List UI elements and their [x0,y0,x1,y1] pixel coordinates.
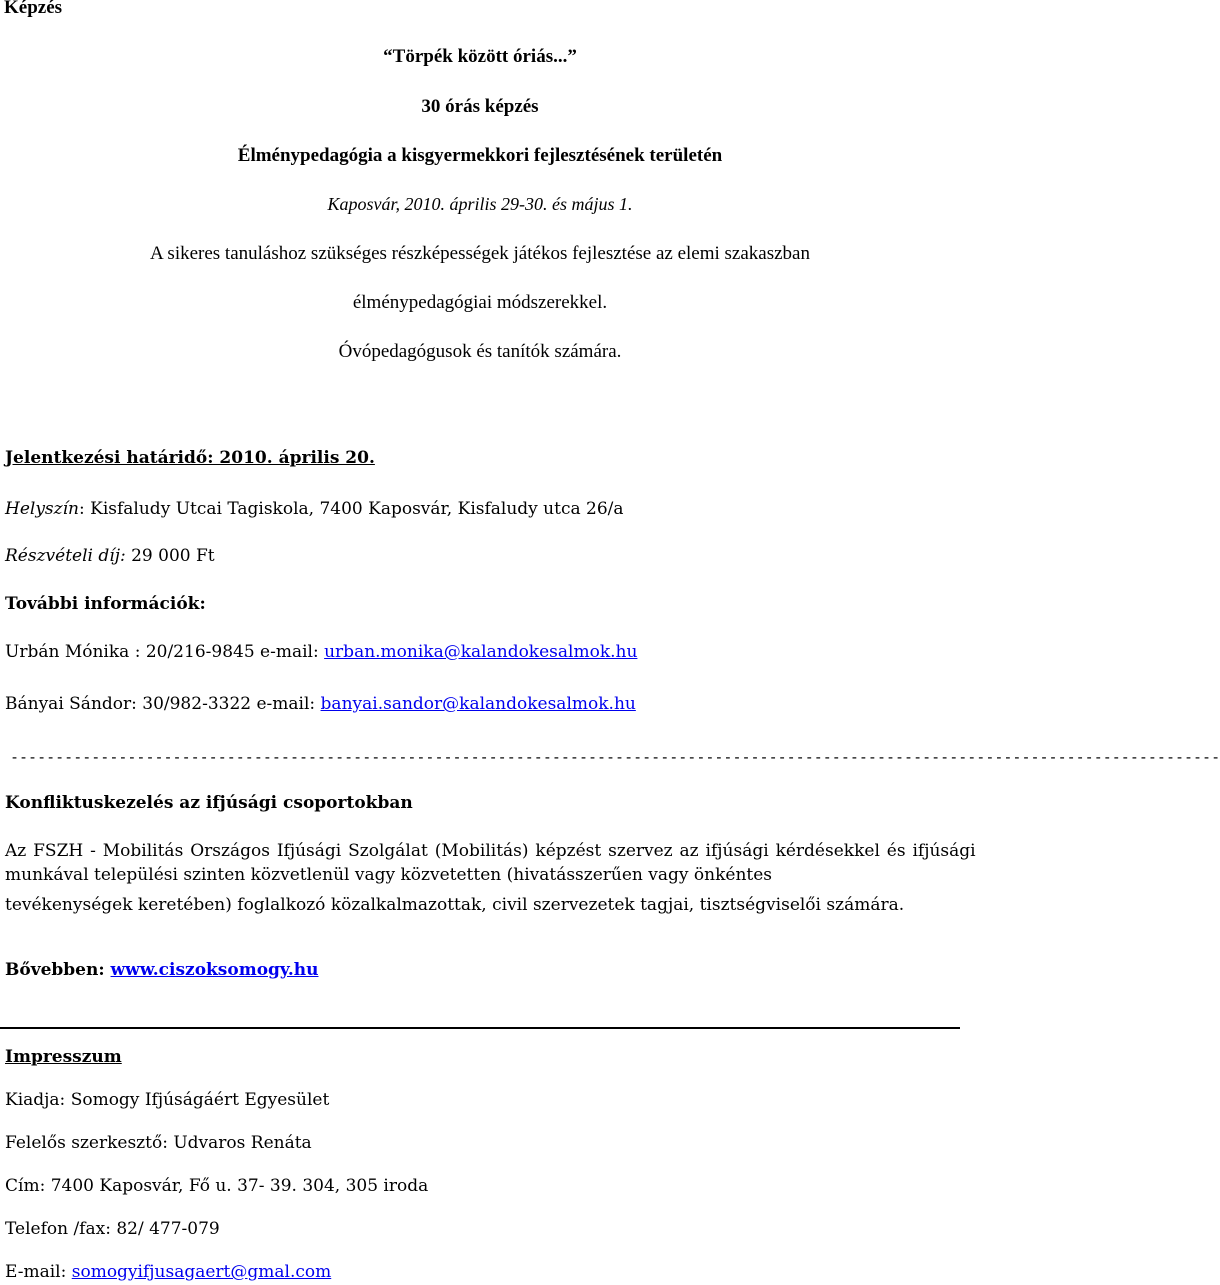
fee-value: 29 000 Ft [125,546,215,566]
impressum-phone: Telefon /fax: 82/ 477-079 [5,1219,220,1239]
training-date-place: Kaposvár, 2010. április 29-30. és május 1. [327,194,633,214]
fee-line [5,546,215,566]
venue-value: : Kisfaludy Utcai Tagiskola, 7400 Kaposvár, Kisfaludy utca 26/a [79,499,624,519]
venue-line [5,499,624,519]
impressum-editor: Felelős szerkesztő: Udvaros Renáta [5,1133,312,1153]
training-subtitle: Élménypedagógia a kisgyermekkori fejlesztésének területén [237,145,723,166]
more-info-heading: További információk: [5,594,206,614]
impressum-address: Cím: 7400 Kaposvár, Fő u. 37- 39. 304, 305 iroda [5,1176,429,1196]
impressum-publisher: Kiadja: Somogy Ifjúságáért Egyesület [5,1090,330,1110]
section-title: Képzés [4,0,63,18]
contact-line [5,642,637,662]
impressum-heading: Impresszum [5,1047,122,1067]
conflict-more-link[interactable]: www.ciszoksomogy.hu [110,960,319,980]
contact-email-link[interactable]: urban.monika@kalandokesalmok.hu [324,642,638,662]
impressum-email-label: E-mail: [5,1262,72,1282]
contact-email-link[interactable]: banyai.sandor@kalandokesalmok.hu [320,694,636,714]
contact-line [5,694,636,714]
contact-text: Bányai Sándor: 30/982-3322 e-mail: [5,694,321,714]
training-title: “Törpék között óriás...” [383,46,577,67]
contact-text: Urbán Mónika : 20/216-9845 e-mail: [5,642,325,662]
dashed-separator: -------------------------------------------------------------------------------------------------------------------------------------- [10,748,1220,766]
training-description-line1: A sikeres tanuláshoz szükséges részképességek játékos fejlesztése az elemi szakaszban [150,243,810,264]
conflict-more-label: Bővebben: [5,960,111,980]
application-deadline: Jelentkezési határidő: 2010. április 20. [5,448,375,468]
conflict-paragraph-line2: munkával települési szinten közvetlenül vagy közvetetten (hivatásszerűen vagy önkéntes [5,865,773,885]
conflict-heading: Konfliktuskezelés az ifjúsági csoportokban [5,793,413,813]
venue-label: Helyszín [5,499,79,519]
training-audience: Óvópedagógusok és tanítók számára. [338,341,622,362]
fee-label: Részvételi díj: [5,546,126,566]
conflict-paragraph-line1: Az FSZH - Mobilitás Országos Ifjúsági Szolgálat (Mobilitás) képzést szervez az ifjúsági kérdésekkel és ifjúsági [5,841,976,861]
training-description-line2: élménypedagógiai módszerekkel. [352,292,608,313]
impressum-email-line [5,1262,331,1282]
training-hours: 30 órás képzés [421,96,539,117]
horizontal-rule [0,1027,960,1029]
impressum-email-link[interactable]: somogyifjusagaert@gmal.com [71,1262,332,1282]
conflict-paragraph-line3: tevékenységek keretében) foglalkozó közalkalmazottak, civil szervezetek tagjai, tisztségviselői számára. [5,895,905,915]
conflict-more-line [5,960,319,980]
